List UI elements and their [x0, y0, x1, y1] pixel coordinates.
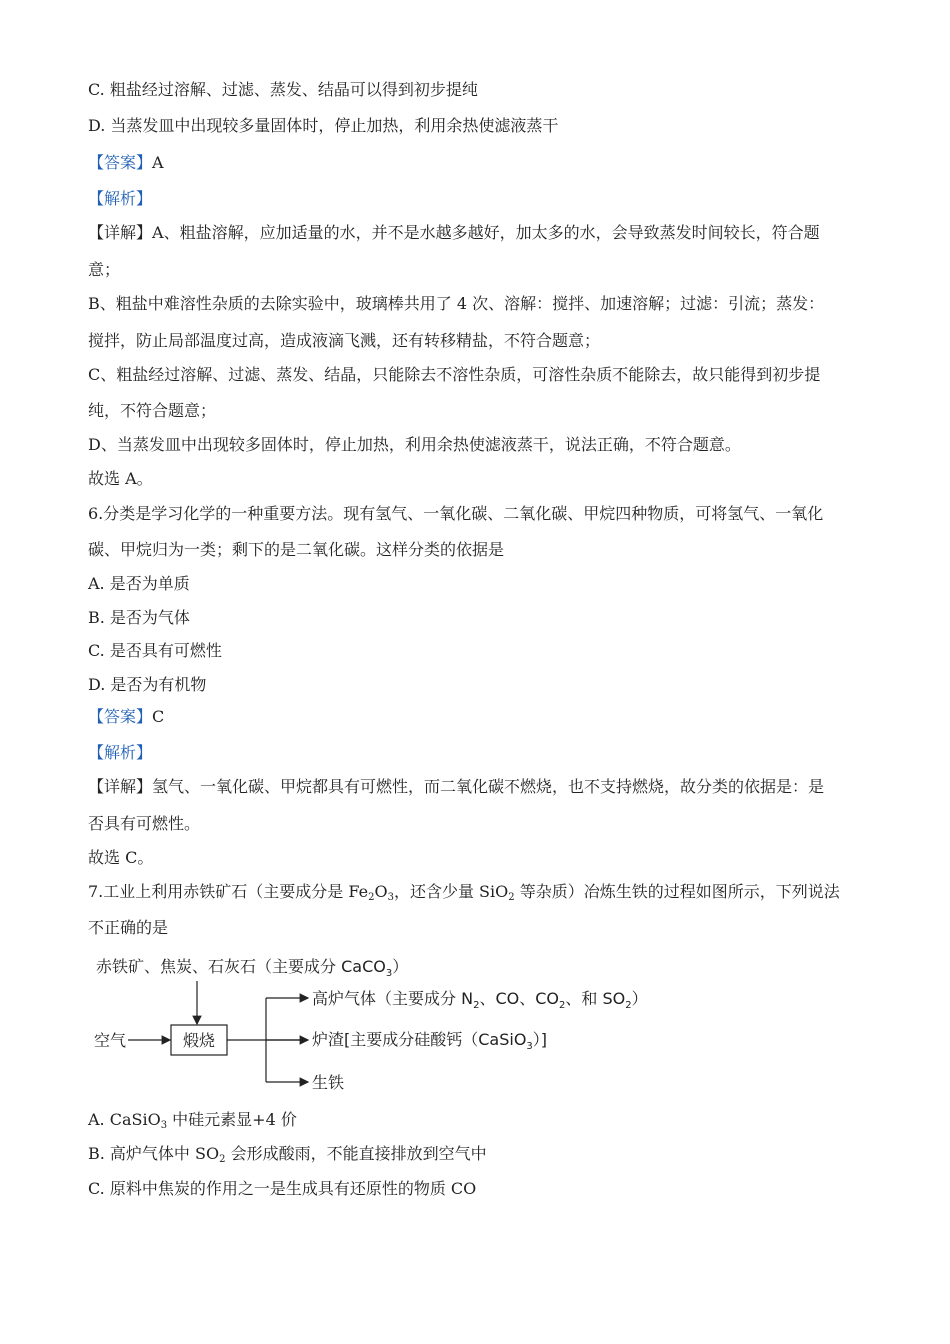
q7-b-sub: 2 — [219, 1154, 226, 1165]
q5-detail-line-1 — [88, 222, 820, 244]
detail-label: 【详解】 — [88, 777, 153, 796]
q7-option-b — [88, 1143, 487, 1165]
q6-option-d: D. 是否为有机物 — [88, 675, 207, 694]
detail-label: 【详解】 — [88, 223, 153, 242]
answer-value: C — [152, 707, 165, 726]
process-label: 煅烧 — [183, 1031, 216, 1050]
q7-sub-2: 3 — [387, 892, 394, 903]
detail-text: A、粗盐溶解，应加适量的水，并不是水越多越好，加太多的水，会导致蒸发时间较长，符合题 — [152, 223, 820, 242]
q7-b-text: B. 高炉气体中 SO — [88, 1144, 220, 1163]
q5-c-line-2: 纯，不符合题意； — [88, 401, 217, 420]
detail-text: 氢气、一氧化碳、甲烷都具有可燃性，而二氧化碳不燃烧，也不支持燃烧，故分类的依据是：是 — [152, 777, 825, 796]
d-option-text: D. 当蒸发皿中出现较多量固体时，停止加热，利用余热使滤液蒸干 — [88, 116, 559, 135]
q5-choose: 故选 A。 — [88, 469, 153, 488]
gas-label: 高炉气体（主要成分 $N_2$、CO、$CO_2$、和 $SO_2$） — [312, 989, 648, 1011]
q6-answer — [88, 706, 164, 728]
smelting-flow-diagram — [86, 948, 686, 1098]
q7-option-c: C. 原料中焦炭的作用之一是生成具有还原性的物质 CO — [88, 1179, 477, 1198]
q7-text-a: 7.工业上利用赤铁矿石（主要成分是 Fe — [88, 882, 369, 901]
q7-option-a — [88, 1109, 297, 1131]
air-label: 空气 — [94, 1031, 127, 1050]
answer-label: 【答案】 — [88, 153, 153, 172]
q6-option-a: A. 是否为单质 — [88, 574, 190, 593]
q7-a-text: A. CaSiO — [88, 1110, 161, 1129]
iron-label: 生铁 — [312, 1073, 345, 1092]
q7-line-2: 不正确的是 — [88, 918, 169, 937]
q5-b-line-1: B、粗盐中难溶性杂质的去除实验中，玻璃棒共用了 4 次、溶解：搅拌、加速溶解；过滤：引流；蒸发： — [88, 294, 825, 313]
q7-line-1 — [88, 881, 840, 903]
q6-detail-line-2: 否具有可燃性。 — [88, 814, 201, 833]
q6-option-b: B. 是否为气体 — [88, 608, 190, 627]
c-option-text: C. 粗盐经过溶解、过滤、蒸发、结晶可以得到初步提纯 — [88, 80, 478, 99]
q5-b-line-2: 搅拌，防止局部温度过高，造成液滴飞溅，还有转移精盐，不符合题意； — [88, 331, 601, 350]
q7-text-b: O — [374, 882, 388, 901]
q7-text-c: ，还含少量 SiO — [393, 882, 509, 901]
q6-analysis: 【解析】 — [88, 743, 153, 762]
q6-detail-line-1 — [88, 776, 824, 798]
q6-choose: 故选 C。 — [88, 848, 154, 867]
slag-label: 炉渣[主要成分硅酸钙（CaSiO$_3$）] — [312, 1030, 548, 1052]
q5-d-line: D、当蒸发皿中出现较多固体时，停止加热，利用余热使滤液蒸干，说法正确，不符合题意。 — [88, 435, 741, 454]
q5-analysis: 【解析】 — [88, 189, 153, 208]
answer-value: A — [152, 153, 164, 172]
q7-text-d: 等杂质）冶炼生铁的过程如图所示，下列说法 — [514, 882, 840, 901]
q5-answer — [88, 152, 164, 174]
q7-a-text-2: 中硅元素显+4 价 — [167, 1110, 297, 1129]
answer-label: 【答案】 — [88, 707, 153, 726]
c-option-line — [88, 79, 478, 101]
q7-b-text-2: 会形成酸雨，不能直接排放到空气中 — [225, 1144, 487, 1163]
q7-sub-3: 2 — [508, 892, 515, 903]
q6-line-1: 6.分类是学习化学的一种重要方法。现有氢气、一氧化碳、二氧化碳、甲烷四种物质，可将氢气、一氧化 — [88, 504, 824, 523]
q6-option-c: C. 是否具有可燃性 — [88, 641, 222, 660]
raw-materials-label: 赤铁矿、焦炭、石灰石（主要成分 CaCO$_3$） — [96, 957, 409, 979]
q7-a-sub: 3 — [160, 1120, 168, 1131]
q6-line-2: 碳、甲烷归为一类；剩下的是二氧化碳。这样分类的依据是 — [88, 540, 505, 559]
q5-c-line-1: C、粗盐经过溶解、过滤、蒸发、结晶，只能除去不溶性杂质，可溶性杂质不能除去，故只能得到初步提 — [88, 365, 821, 384]
q5-detail-line-2: 意； — [88, 260, 121, 279]
q7-sub-1: 2 — [368, 892, 375, 903]
d-option-line — [88, 115, 558, 137]
